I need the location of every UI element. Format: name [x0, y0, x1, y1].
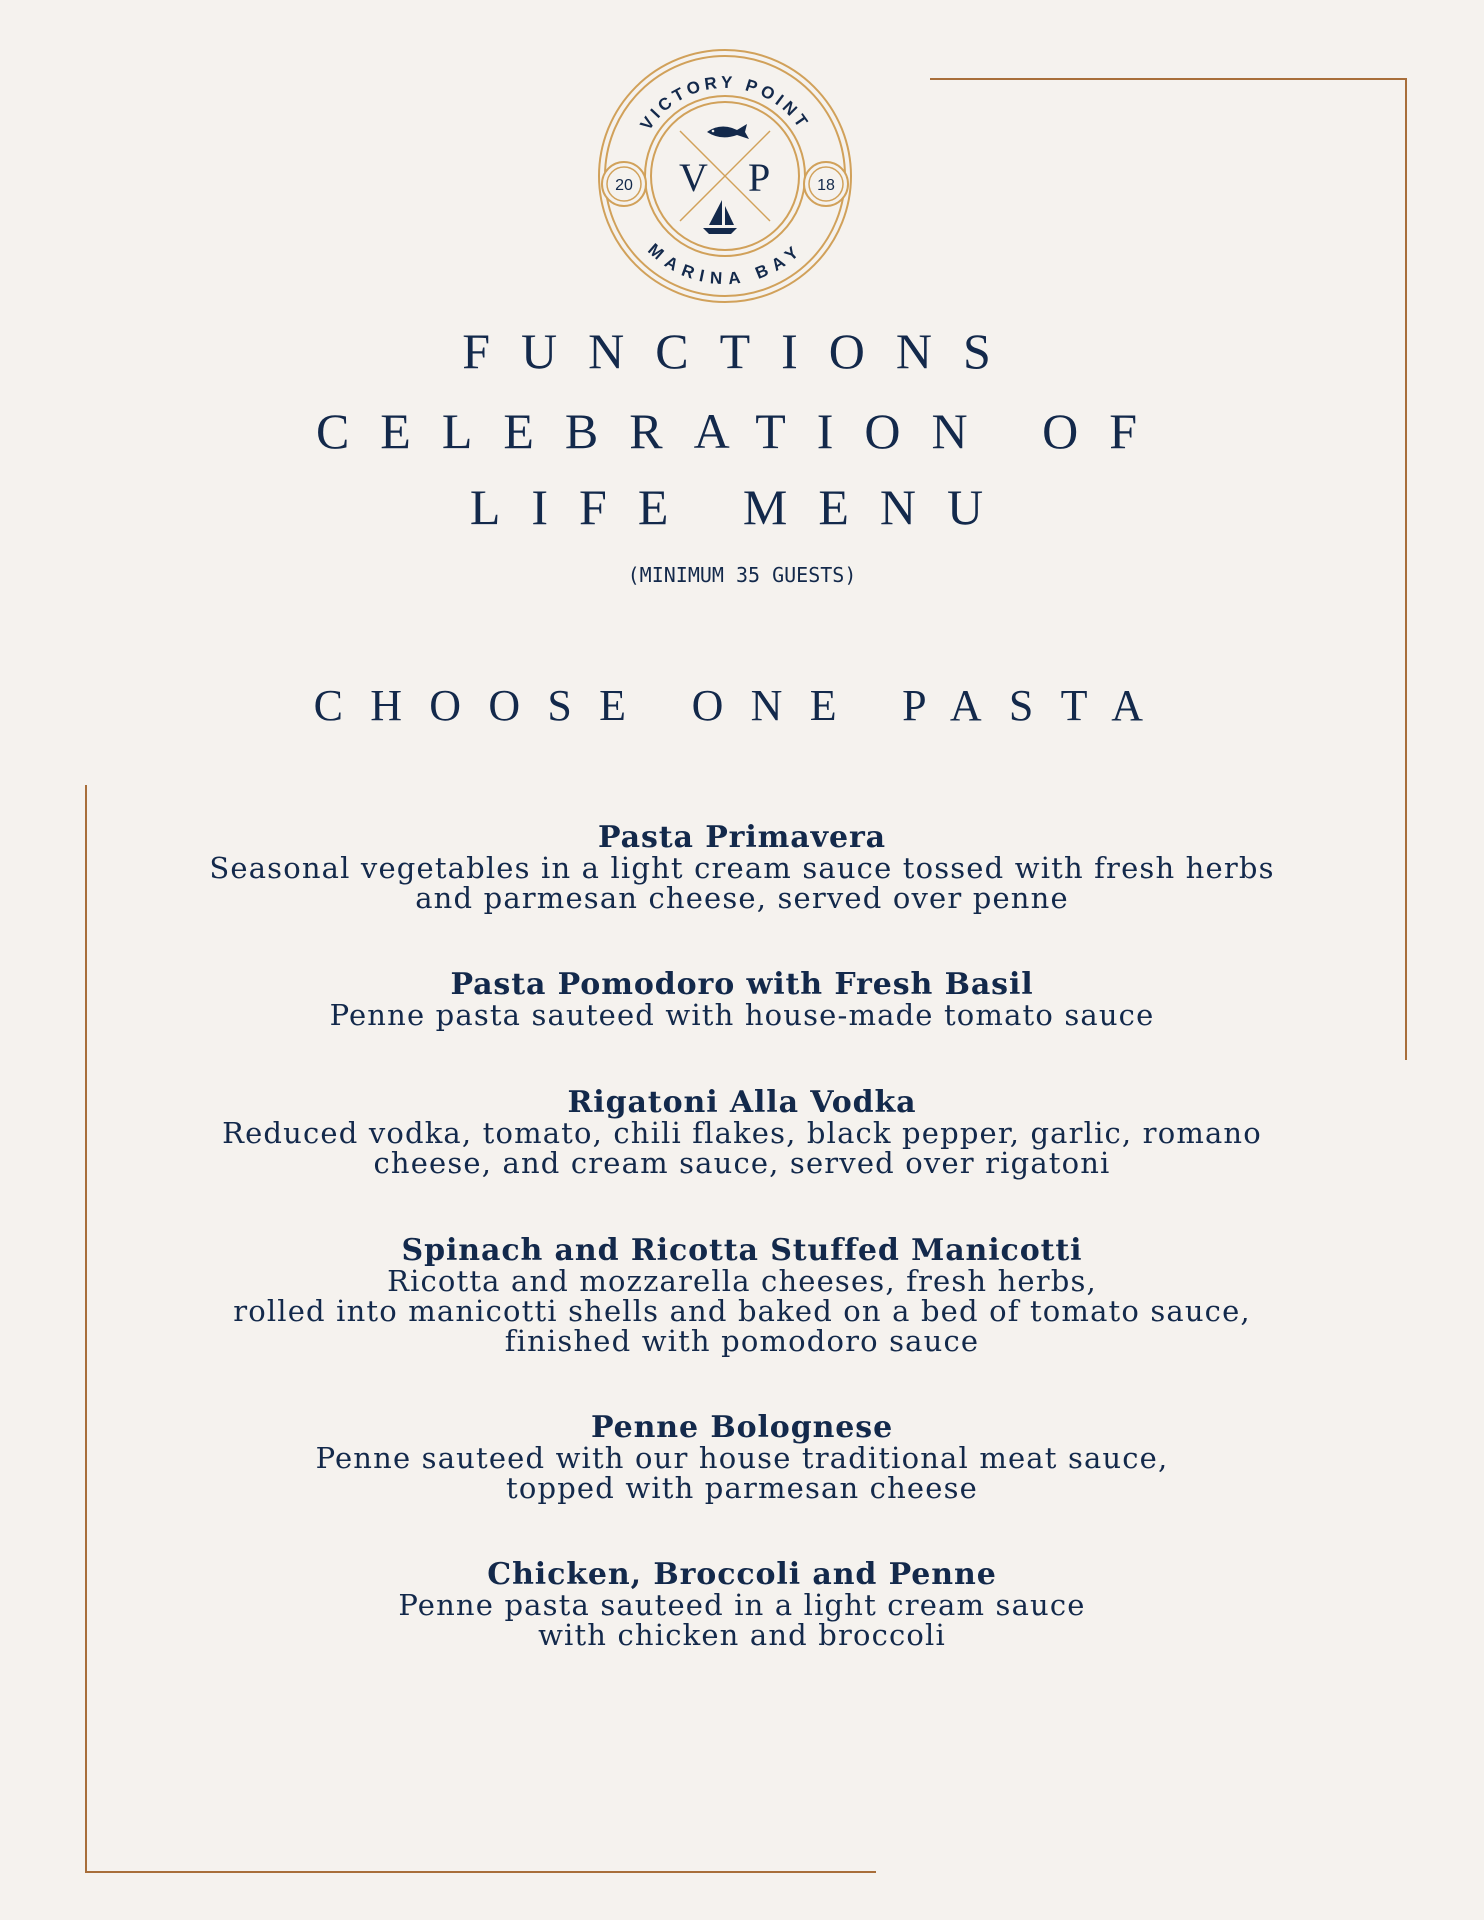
menu-item-name: Pasta Pomodoro with Fresh Basil: [450, 967, 1034, 1002]
menu-item-name: Pasta Primavera: [597, 820, 887, 855]
logo-monogram-p: P: [748, 155, 771, 200]
logo-monogram-v: V: [679, 155, 708, 200]
logo-year-right: 18: [817, 177, 835, 194]
menu-item-description-line: rolled into manicotti shells and baked on a bed of tomato sauce,: [233, 1294, 1251, 1328]
menu-item-description-line: topped with parmesan cheese: [506, 1471, 978, 1505]
menu-item: [0, 967, 1484, 1032]
sailboat-icon: [703, 200, 737, 234]
frame-line-bottom: [85, 1871, 876, 1873]
menu-item-name: Spinach and Ricotta Stuffed Manicotti: [401, 1233, 1083, 1268]
victory-point-logo: [597, 48, 853, 304]
menu-item-name: Rigatoni Alla Vodka: [567, 1085, 917, 1120]
menu-item-description-line: Penne pasta sauteed with house-made tomato sauce: [329, 998, 1155, 1032]
menu-item: [0, 1410, 1484, 1505]
menu-title-line-1: FUNCTIONS: [462, 323, 1022, 379]
menu-item-description-line: Seasonal vegetables in a light cream sauce tossed with fresh herbs: [209, 851, 1275, 885]
section-title: CHOOSE ONE PASTA: [313, 681, 1171, 730]
minimum-guests-note: (MINIMUM 35 GUESTS): [627, 563, 857, 587]
menu-title-line-3: LIFE MENU: [469, 479, 1015, 535]
logo-top-text: VICTORY POINT: [636, 72, 814, 134]
menu-item-description-line: and parmesan cheese, served over penne: [415, 881, 1069, 915]
menu-item-description-line: Ricotta and mozzarella cheeses, fresh herbs,: [387, 1264, 1097, 1298]
menu-item-name: Penne Bolognese: [590, 1410, 894, 1445]
menu-item-description-line: Reduced vodka, tomato, chili flakes, black pepper, garlic, romano: [222, 1116, 1262, 1150]
menu-item: [0, 1233, 1484, 1358]
menu-item-name: Chicken, Broccoli and Penne: [487, 1557, 997, 1592]
menu-item-description-line: with chicken and broccoli: [538, 1618, 946, 1652]
menu-item: [0, 1085, 1484, 1180]
frame-line-top: [930, 78, 1407, 80]
fish-icon: [707, 124, 749, 139]
menu-item: [0, 1557, 1484, 1652]
menu-item: [0, 820, 1484, 915]
logo-bottom-text: MARINA BAY: [644, 239, 806, 289]
menu-item-description-line: Penne pasta sauteed in a light cream sauce: [398, 1588, 1086, 1622]
menu-item-description-line: cheese, and cream sauce, served over rigatoni: [373, 1146, 1111, 1180]
menu-item-description-line: Penne sauteed with our house traditional meat sauce,: [315, 1441, 1169, 1475]
menu-item-description-line: finished with pomodoro sauce: [504, 1324, 980, 1358]
logo-year-left: 20: [615, 177, 633, 194]
menu-title-line-2: CELEBRATION OF: [315, 403, 1169, 459]
